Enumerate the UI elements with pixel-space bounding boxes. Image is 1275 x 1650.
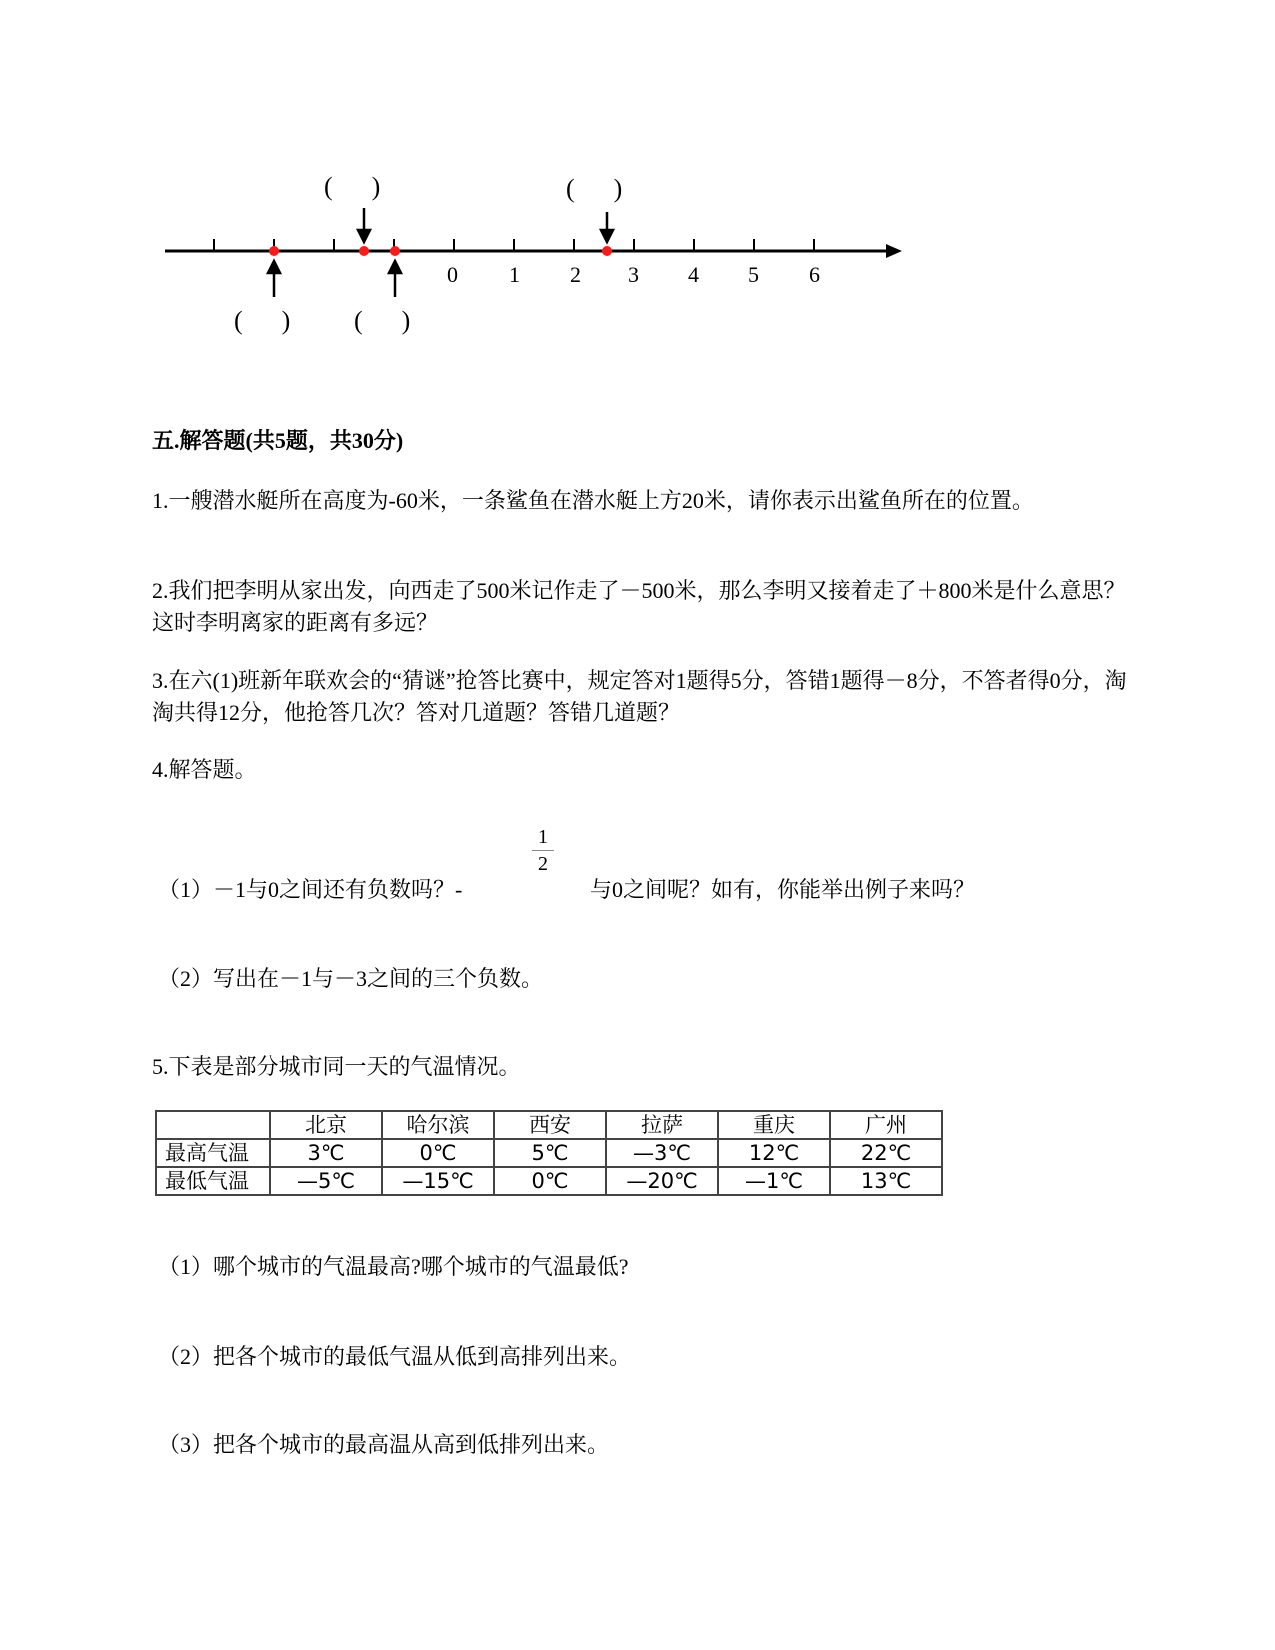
table-row-header: 最低气温 (156, 1167, 270, 1195)
arrow-down-right-head (601, 230, 613, 242)
tick-label: 1 (509, 262, 520, 287)
table-row (156, 1139, 942, 1167)
tick-label: 6 (809, 262, 820, 287)
temperature-table (155, 1110, 943, 1196)
table-cell: 0℃ (382, 1139, 494, 1167)
point-c (390, 246, 400, 256)
answer-blank-top-right[interactable]: ( ) (566, 174, 623, 203)
section-title: 五.解答题(共5题，共30分) (152, 428, 404, 453)
tick-label: 4 (688, 262, 699, 287)
tick-label: 5 (748, 262, 759, 287)
arrow-up-left-head (268, 261, 280, 273)
table-row-header: 最高气温 (156, 1139, 270, 1167)
table-cell: —3℃ (606, 1139, 718, 1167)
question-4-part-2: （2）写出在－1与－3之间的三个负数。 (158, 966, 544, 991)
question-4-part-1-after: 与0之间呢？如有，你能举出例子来吗？ (590, 877, 976, 902)
point-b (359, 246, 369, 256)
answer-blank-top-left[interactable]: ( ) (324, 172, 381, 201)
question-4-title: 4.解答题。 (152, 757, 257, 782)
table-header-row (156, 1111, 942, 1139)
table-cell: 3℃ (270, 1139, 382, 1167)
question-4-part-1-before: （1）－1与0之间还有负数吗？- (158, 877, 463, 902)
point-a (269, 246, 279, 256)
question-2: 2.我们把李明从家出发，向西走了500米记作走了－500米，那么李明又接着走了＋800米是什么意思？这时李明离家的距离有多远？ (152, 578, 1126, 635)
table-header-cell: 重庆 (718, 1111, 830, 1139)
question-5-title: 5.下表是部分城市同一天的气温情况。 (152, 1054, 521, 1079)
table-header-cell: 北京 (270, 1111, 382, 1139)
table-cell: 22℃ (830, 1139, 942, 1167)
tick-label: 3 (628, 262, 639, 287)
table-cell: 13℃ (830, 1167, 942, 1195)
table-cell: 5℃ (494, 1139, 606, 1167)
arrow-down-left-head (358, 230, 370, 242)
fraction-denominator: 2 (538, 853, 548, 875)
table-cell: —5℃ (270, 1167, 382, 1195)
question-5-part-2: （2）把各个城市的最低气温从低到高排列出来。 (158, 1344, 632, 1369)
table-cell: 0℃ (494, 1167, 606, 1195)
axis-ticks (214, 239, 814, 251)
table-cell: —15℃ (382, 1167, 494, 1195)
fraction-bar (532, 850, 554, 851)
point-d (602, 246, 612, 256)
question-5-part-1: （1）哪个城市的气温最高?哪个城市的气温最低? (158, 1254, 629, 1279)
axis-arrowhead (886, 244, 902, 258)
table-header-cell (156, 1111, 270, 1139)
tick-label: 0 (447, 262, 458, 287)
question-3: 3.在六(1)班新年联欢会的“猜谜”抢答比赛中，规定答对1题得5分，答错1题得－8分，不答者得0分，淘淘共得12分，他抢答几次？答对几道题？答错几道题？ (152, 668, 1127, 725)
table-header-cell: 西安 (494, 1111, 606, 1139)
arrow-up-right-head (389, 261, 401, 273)
table-cell: —1℃ (718, 1167, 830, 1195)
table-row (156, 1167, 942, 1195)
fraction-one-half (532, 826, 554, 875)
fraction-numerator: 1 (538, 826, 548, 848)
tick-label: 2 (570, 262, 581, 287)
table-cell: —20℃ (606, 1167, 718, 1195)
answer-blank-bottom-right[interactable]: ( ) (354, 306, 411, 335)
table-header-cell: 拉萨 (606, 1111, 718, 1139)
question-5-part-3: （3）把各个城市的最高温从高到低排列出来。 (158, 1432, 610, 1457)
number-line-figure (0, 0, 1275, 360)
table-header-cell: 广州 (830, 1111, 942, 1139)
answer-blank-bottom-left[interactable]: ( ) (234, 306, 291, 335)
table-cell: 12℃ (718, 1139, 830, 1167)
table-header-cell: 哈尔滨 (382, 1111, 494, 1139)
question-1: 1.一艘潜水艇所在高度为-60米，一条鲨鱼在潜水艇上方20米，请你表示出鲨鱼所在的位置。 (152, 488, 1034, 513)
